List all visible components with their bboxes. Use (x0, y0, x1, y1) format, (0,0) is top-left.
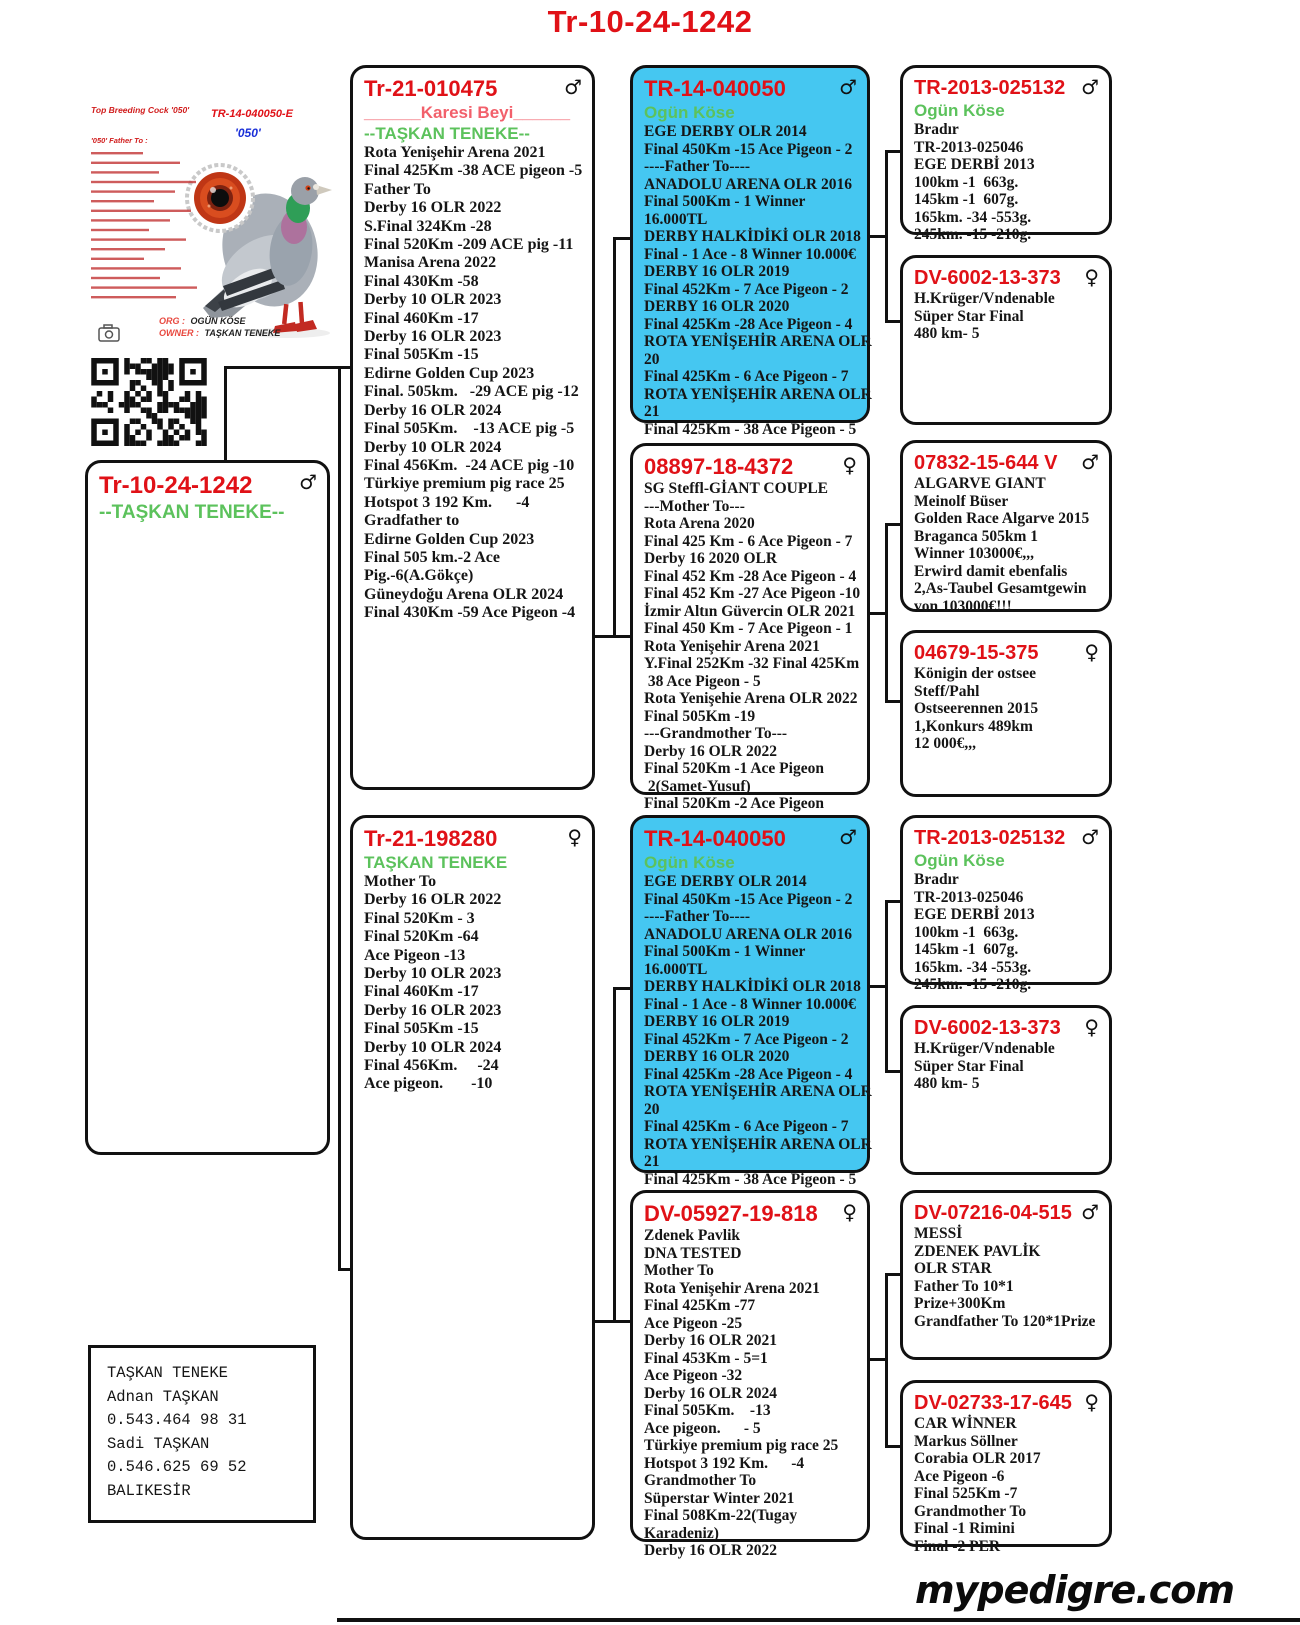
connector-line (885, 1273, 888, 1448)
ring-number: DV-07216-04-515 (914, 1202, 1072, 1224)
female-symbol: ♀ (1084, 1015, 1099, 1039)
male-symbol: ♂ (1081, 75, 1099, 99)
connector-line (338, 366, 341, 1271)
achievement-list: MESSİ ZDENEK PAVLİK OLR STAR Father To 10*1 Prize+300Km Grandfather To 120*1Prize (914, 1225, 1096, 1330)
ring-number: DV-6002-13-373 (914, 267, 1061, 289)
owner-label: OWNER : (159, 328, 199, 338)
connector-line (613, 987, 616, 1323)
male-symbol: ♂ (839, 825, 857, 849)
pedigree-box-gen4-3 (900, 440, 1112, 615)
connector-line (885, 900, 888, 1073)
achievement-list: CAR WİNNER Markus Söllner Corabia OLR 2017 Ace Pigeon -6 Final 525Km -7 Grandmother To Final -1 Rimini Final -2 PER (914, 1415, 1041, 1555)
achievement-list: Bradır TR-2013-025046 EGE DERBİ 2013 100km -1 663g. 145km -1 607g. 165km. -34 -553g. 245km. -15 -210g. (914, 121, 1035, 243)
achievement-list: EGE DERBY OLR 2014 Final 450Km -15 Ace Pigeon - 2 ----Father To---- ANADOLU ARENA OLR 2016 Final 500Km - 1 Winner 16.000TL DERBY HALKİDİKİ OLR 2018 Final - 1 Ace - 8 Winner 10.000€ DERBY 16 OLR 2019 Final 452Km - 7 Ace Pigeon - 2 DERBY 16 OLR 2020 Final 425Km -28 Ace Pigeon - 4 ROTA YENİŞEHİR ARENA OLR 20 Final 425Km - 6 Ace Pigeon - 7 ROTA YENİŞEHİR ARENA OLR 21 Final 425Km - 38 Ace Pigeon - 5 (644, 873, 872, 1188)
male-symbol: ♂ (1081, 1200, 1099, 1224)
breeder-name: --TAŞKAN TENEKE-- (364, 124, 530, 143)
breeder-name: Ogün Köse (914, 851, 1005, 870)
svg-text:ORG : OGÜN KÖSE (159, 316, 247, 326)
pigeon-name: ______Karesi Beyi______ (364, 103, 571, 122)
photo-ring-number: TR-14-040050-E (211, 108, 293, 120)
pedigree-box-gen4-6 (900, 1005, 1112, 1175)
ring-number: 04679-15-375 (914, 642, 1039, 664)
breeder-name: Ogün Köse (644, 103, 735, 122)
ring-number: Tr-21-010475 (364, 76, 498, 101)
male-symbol: ♂ (1081, 825, 1099, 849)
pedigree-box-gen4-5 (900, 815, 1112, 993)
ring-number: 08897-18-4372 (644, 454, 794, 479)
male-symbol: ♂ (299, 470, 317, 494)
pedigree-box-dam-dam (630, 1190, 870, 1559)
achievement-list: Rota Yenişehir Arena 2021 Final 425Km -38 ACE pigeon -5 Father To Derby 16 OLR 2022 S.Final 324Km -28 Final 520Km -209 ACE pig -11 Manisa Arena 2022 Final 430Km -58 Derby 10 OLR 2023 Final 460Km -17 Derby 16 OLR 2023 Final 505Km -15 Edirne Golden Cup 2023 Final. 505km. -29 ACE pig -12 Derby 16 OLR 2024 Final 505Km. -13 ACE pig -5 Derby 10 OLR 2024 Final 456Km. -24 ACE pig -10 Türkiye premium pig race 25 Hotspot 3 192 Km. -4 Gradfather to Edirne Golden Cup 2023 Final 505 km.-2 Ace Pig.-6(A.Gökçe) Güneydoğu Arena OLR 2024 Final 430Km -59 Ace Pigeon -4 (364, 144, 583, 622)
female-symbol: ♀ (1084, 1390, 1099, 1414)
female-symbol: ♀ (1084, 265, 1099, 289)
photo-father-to: '050' Father To : (91, 136, 148, 145)
pigeon-eye-inset (187, 165, 253, 231)
ring-number: DV-05927-19-818 (644, 1201, 818, 1226)
pedigree-box-gen4-2 (900, 255, 1112, 425)
page-title: Tr-10-24-1242 (547, 4, 753, 39)
male-symbol: ♂ (839, 75, 857, 99)
contact-box (88, 1345, 316, 1523)
female-symbol: ♀ (567, 825, 582, 849)
breeder-name: Ogün Köse (644, 853, 735, 872)
ring-number: Tr-21-198280 (364, 826, 498, 851)
mypedigre-logo: mypedigre.com (905, 1568, 1244, 1612)
pedigree-box-gen4-7 (900, 1190, 1112, 1360)
female-symbol: ♀ (1084, 640, 1099, 664)
male-symbol: ♂ (564, 75, 582, 99)
ring-number: TR-2013-025132 (914, 77, 1066, 99)
pedigree-box-dam (350, 815, 595, 1540)
photo-pigeon-name: '050' (235, 126, 261, 140)
pedigree-box-sire (350, 65, 595, 790)
ring-number: 07832-15-644 V (914, 452, 1058, 474)
pedigree-box-dam-sire (630, 815, 872, 1188)
male-symbol: ♂ (1081, 450, 1099, 474)
footer-divider (337, 1618, 1300, 1622)
pedigree-box-gen4-4 (900, 630, 1112, 797)
breeder-name: TAŞKAN TENEKE (364, 853, 508, 872)
achievement-list: Mother To Derby 16 OLR 2022 Final 520Km - 3 Final 520Km -64 Ace Pigeon -13 Derby 10 OLR 2023 Final 460Km -17 Derby 16 OLR 2023 Final 505Km -15 Derby 10 OLR 2024 Final 456Km. -24 Ace pigeon. -10 (364, 873, 502, 1093)
pedigree-box-gen4-1 (900, 65, 1112, 243)
pedigree-box-gen4-8 (900, 1380, 1112, 1555)
pigeon-photo (85, 100, 335, 355)
ring-number: TR-14-040050 (644, 76, 786, 101)
connector-line (224, 366, 227, 462)
connector-line (613, 237, 616, 638)
achievement-list: H.Krüger/Vndenable Süper Star Final 480 km- 5 (914, 1040, 1055, 1092)
achievement-list: ALGARVE GIANT Meinolf Büser Golden Race Algarve 2015 Braganca 505km 1 Winner 103000€,,, Erwird damit ebenfalis 2,As-Taubel Gesamtgewin von 103000€!!! (914, 475, 1090, 615)
svg-text:OWNER : TAŞKAN TENEKE (159, 328, 281, 338)
org-label: ORG : (159, 316, 185, 326)
ring-number: DV-6002-13-373 (914, 1017, 1061, 1039)
female-symbol: ♀ (842, 453, 857, 477)
breeder-name: --TAŞKAN TENEKE-- (99, 502, 285, 523)
achievement-list: EGE DERBY OLR 2014 Final 450Km -15 Ace Pigeon - 2 ----Father To---- ANADOLU ARENA OLR 2016 Final 500Km - 1 Winner 16.000TL DERBY HALKİDİKİ OLR 2018 Final - 1 Ace - 8 Winner 10.000€ DERBY 16 OLR 2019 Final 452Km - 7 Ace Pigeon - 2 DERBY 16 OLR 2020 Final 425Km -28 Ace Pigeon - 4 ROTA YENİŞEHİR ARENA OLR 20 Final 425Km - 6 Ace Pigeon - 7 ROTA YENİŞEHİR ARENA OLR 21 Final 425Km - 38 Ace Pigeon - 5 (644, 123, 872, 438)
achievement-list: H.Krüger/Vndenable Süper Star Final 480 km- 5 (914, 290, 1055, 342)
qr-code (90, 358, 208, 446)
ring-number: Tr-10-24-1242 (99, 472, 253, 499)
org-value: OGÜN KÖSE (190, 316, 246, 326)
pedigree-box-sire-sire (630, 65, 872, 438)
achievement-list: Bradır TR-2013-025046 EGE DERBİ 2013 100km -1 663g. 145km -1 607g. 165km. -34 -553g. 245km. -15 -210g. (914, 871, 1035, 993)
female-symbol: ♀ (842, 1200, 857, 1224)
connector-line (595, 1320, 632, 1323)
connector-line (224, 366, 352, 369)
breeder-name: Ogün Köse (914, 101, 1005, 120)
achievement-list: SG Steffl-GİANT COUPLE ---Mother To--- Rota Arena 2020 Final 425 Km - 6 Ace Pigeon - 7 Derby 16 2020 OLR Final 452 Km -28 Ace Pigeon - 4 Final 452 Km -27 Ace Pigeon -10 İzmir Altın Güvercin OLR 2021 Final 450 Km - 7 Ace Pigeon - 1 Rota Yenişehir Arena 2021 Y.Final 252Km -32 Final 425Km 38 Ace Pigeon - 5 Rota Yenişehie Arena OLR 2022 Final 505Km -19 ---Grandmother To--- Derby 16 OLR 2022 Final 520Km -1 Ace Pigeon 2(Samet-Yusuf) Final 520Km -2 Ace Pigeon (644, 480, 861, 812)
connector-line (885, 150, 888, 323)
ring-number: TR-2013-025132 (914, 827, 1066, 849)
ring-number: TR-14-040050 (644, 826, 786, 851)
connector-line (885, 523, 888, 703)
photo-caption: Top Breeding Cock '050' (91, 105, 190, 115)
owner-value: TAŞKAN TENEKE (204, 328, 281, 338)
pedigree-box-sire-dam (630, 443, 870, 812)
ring-number: DV-02733-17-645 (914, 1392, 1072, 1414)
pedigree-box-subject (85, 460, 330, 1155)
achievement-list: Zdenek Pavlik DNA TESTED Mother To Rota Yenişehir Arena 2021 Final 425Km -77 Ace Pigeon -25 Derby 16 OLR 2021 Final 453Km - 5=1 Ace Pigeon -32 Derby 16 OLR 2024 Final 505Km. -13 Ace pigeon. - 5 Türkiye premium pig race 25 Hotspot 3 192 Km. -4 Grandmother To Süperstar Winter 2021 Final 508Km-22(Tugay Karadeniz) Derby 16 OLR 2022 (644, 1227, 839, 1559)
contact-lines: TAŞKAN TENEKE Adnan TAŞKAN 0.543.464 98 31 Sadi TAŞKAN 0.546.625 69 52 BALIKESİR (107, 1364, 247, 1500)
achievement-list: Königin der ostsee Steff/Pahl Ostseerennen 2015 1,Konkurs 489km 12 000€,,, (914, 665, 1039, 752)
